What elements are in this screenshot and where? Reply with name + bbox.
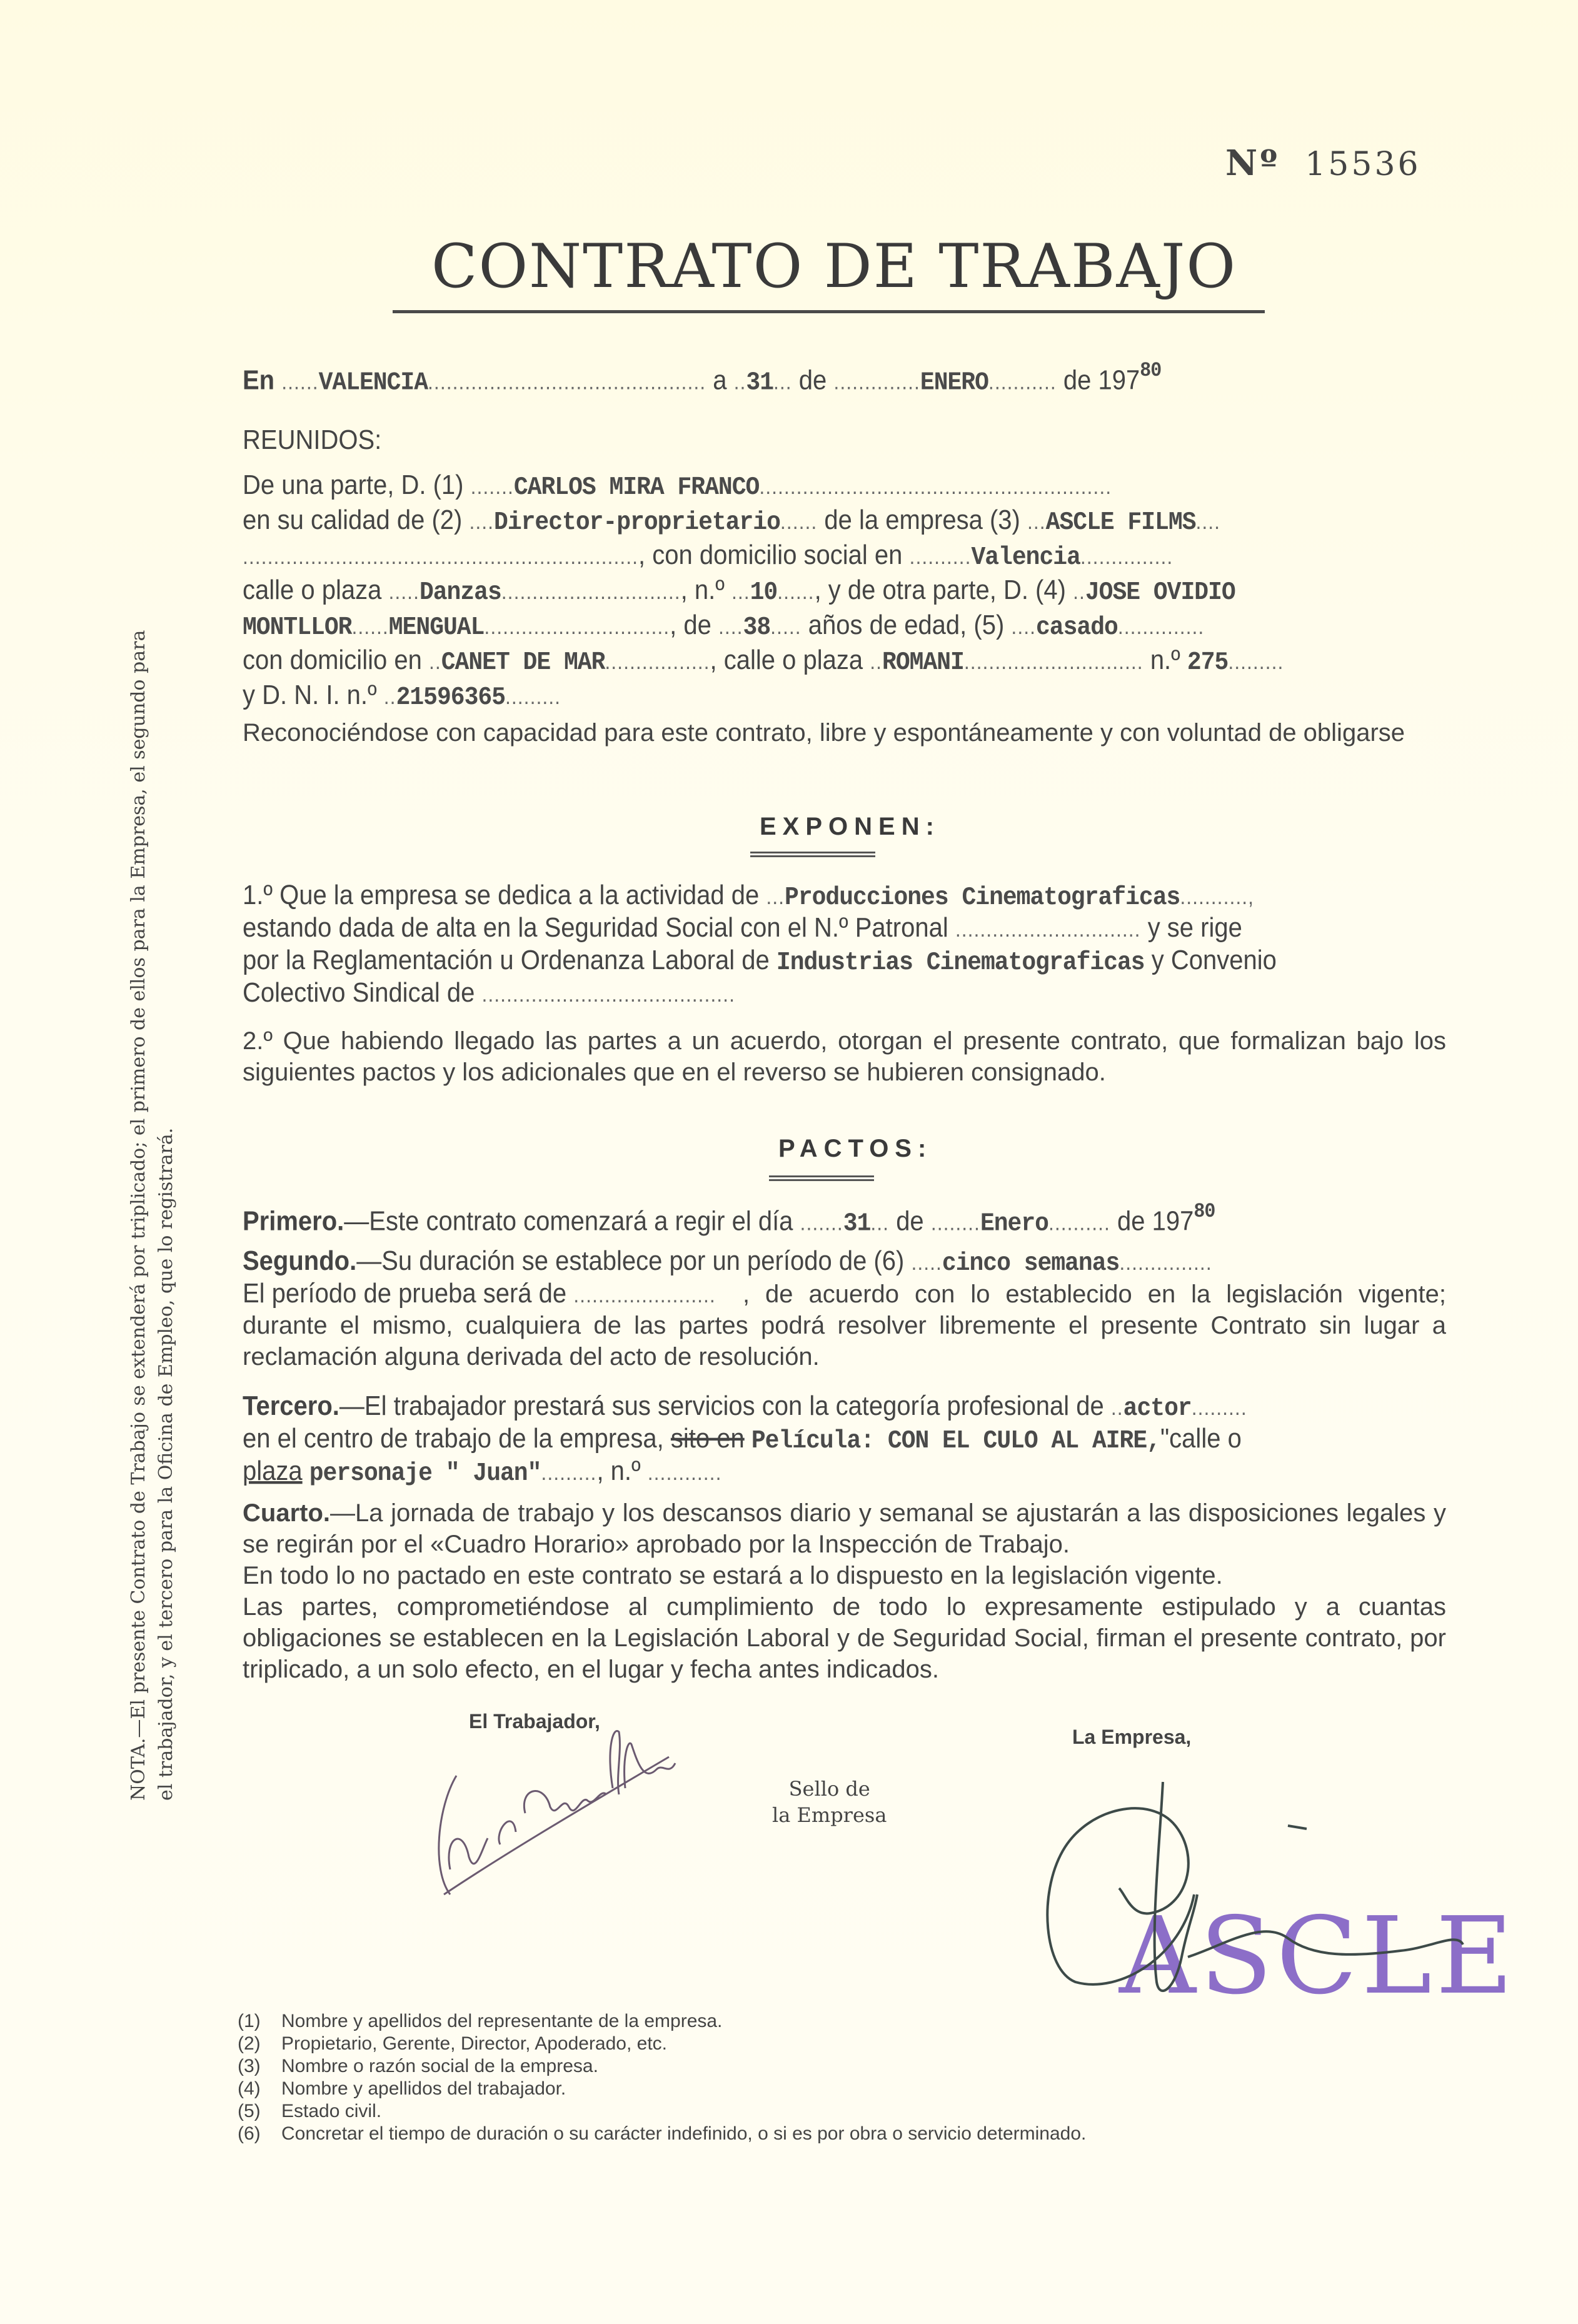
sello-empresa-label <box>772 1776 887 1828</box>
number-value: 15536 <box>1305 146 1421 183</box>
calle-field[interactable]: Danzas <box>419 578 501 607</box>
footnote-text: Nombre y apellidos del representante de la empresa. <box>281 2011 723 2031</box>
domicilio-field[interactable]: CANET DE MAR <box>441 648 605 677</box>
footnote-item <box>238 2033 1086 2055</box>
numero2-field[interactable]: 275 <box>1187 648 1229 677</box>
footnote-item <box>238 2123 1086 2145</box>
domicilio-label: con domicilio en <box>243 645 422 675</box>
city-field[interactable]: VALENCIA <box>318 368 428 398</box>
month-field[interactable]: ENERO <box>920 368 988 398</box>
party2-surname2-field[interactable]: MENGUAL <box>388 613 485 642</box>
categoria-field[interactable]: actor <box>1123 1394 1192 1423</box>
page-title: CONTRATO DE TRABAJO <box>431 231 1237 301</box>
calidad-line: en su calidad de (2) ....Director-proprietario...... de la empresa (3) ...ASCLE FILMS.... <box>243 505 1221 537</box>
segundo-text: —Su duración se establece por un período de (6) <box>356 1246 905 1276</box>
patronal-field[interactable]: .............................. <box>955 917 1141 942</box>
exponen-heading: EXPONEN: <box>760 813 940 840</box>
primero-text: —Este contrato comenzará a regir el día <box>344 1206 793 1237</box>
p1-text-a: 1.º Que la empresa se dedica a la actividad de <box>243 880 760 910</box>
actividad-field[interactable]: Producciones Cinematograficas <box>785 883 1180 912</box>
ordenanza-field[interactable]: Industrias Cinematograficas <box>776 948 1145 977</box>
pactos-heading: PACTOS: <box>778 1135 933 1162</box>
sello-line2: la Empresa <box>772 1803 887 1827</box>
dni-label: y D. N. I. n.º <box>243 680 377 710</box>
segundo-line: Segundo.—Su duración se establece por un período de (6) .....cinco semanas............... <box>243 1246 1212 1278</box>
trabajador-label: El Trabajador, <box>469 1710 600 1733</box>
calidad-label: en su calidad de (2) <box>243 505 463 535</box>
calle2-label: , calle o plaza <box>710 645 863 675</box>
domicilio-social-line: ................................................................, con domicilio social en ..........Valencia............... <box>243 540 1173 572</box>
primero-line: Primero.—Este contrato comenzará a regir el día .......31... de ........Enero.......... de $197^{80}$ <box>243 1200 1215 1239</box>
de-label: de <box>798 365 827 396</box>
company-stamp: ASCLE <box>1119 1894 1517 2018</box>
calle-line: calle o plaza .....Danzas............................., n.º ...10......, y de otra parte, D. (4) ..JOSE OVIDIO <box>243 575 1235 607</box>
exponen-p1-line2 <box>243 913 1242 943</box>
sito-en-struck: sito en <box>670 1424 745 1454</box>
footnote-key: (2) <box>238 2033 261 2054</box>
start-day-field[interactable]: 31 <box>843 1209 871 1239</box>
nota-line1: NOTA.—El presente Contrato de Trabajo se extenderá por triplicado; el primero de ellos para la Empresa, el segundo para <box>128 630 149 1801</box>
footnote-text: Propietario, Gerente, Director, Apoderado, etc. <box>281 2033 668 2054</box>
cuarto-paragraph <box>243 1497 1446 1560</box>
personaje-field[interactable]: personaje " Juan" <box>309 1459 541 1488</box>
calle-label: calle o plaza <box>243 575 382 605</box>
party2-surname-line: MONTLLOR......MENGUAL.............................., de ....38..... años de edad, (5) ....casado.............. <box>243 610 1205 642</box>
cuarto-label: Cuarto. <box>243 1499 330 1527</box>
tercero-line2 <box>243 1424 1242 1456</box>
tercero-line3: plaza personaje " Juan"........., n.º ............ <box>243 1456 722 1488</box>
start-year-field[interactable]: 80 <box>1194 1200 1215 1224</box>
estado-civil-field[interactable]: casado <box>1035 613 1118 642</box>
year-field[interactable]: 80 <box>1140 360 1162 383</box>
party1-label: De una parte, D. (1) <box>243 470 464 500</box>
cuarto-p3: Las partes, comprometiéndose al cumplimiento de todo lo expresamente estipulado y a cuantas obligaciones se establecen en la Legislación Laboral y de Seguridad Social, firman el presente contrato, por triplicado, a un solo efecto, en el lugar y fecha antes indicados. <box>243 1593 1446 1683</box>
numero-label: , n.º <box>680 575 725 605</box>
prueba-label: El período de prueba será de <box>243 1279 567 1309</box>
footnote-key: (6) <box>238 2123 261 2144</box>
exponen-p1-line4 <box>243 978 735 1009</box>
segundo-label: Segundo. <box>243 1246 357 1276</box>
calle2-field[interactable]: ROMANI <box>882 648 964 677</box>
empresa-label: La Empresa, <box>1072 1726 1192 1748</box>
header-line: En ......VALENCIA............................................. a ..31... de ..............ENERO........... de $197^{80}$ <box>243 360 1162 398</box>
exponen-p1-line3 <box>243 945 1277 977</box>
exponen-underline <box>750 852 875 857</box>
numero-field[interactable]: 10 <box>750 578 778 607</box>
party1-name-field[interactable]: CARLOS MIRA FRANCO <box>513 473 760 502</box>
edad-de-label: , de <box>670 610 711 640</box>
footnote-text: Nombre o razón social de la empresa. <box>281 2056 598 2076</box>
footnote-item <box>238 2100 1086 2123</box>
company-signature <box>1025 1769 1475 2007</box>
tercero-text: —El trabajador prestará sus servicios con la categoría profesional de <box>339 1391 1104 1421</box>
cuarto-p2: En todo lo no pactado en este contrato se estará a lo dispuesto en la legislación vigente. <box>243 1562 1223 1589</box>
footnotes <box>238 2010 1086 2145</box>
dni-field[interactable]: 21596365 <box>396 683 505 712</box>
tercero-line1: Tercero.—El trabajador prestará sus servicios con la categoría profesional de ..actor......... <box>243 1391 1247 1423</box>
worker-signature <box>406 1713 731 1901</box>
prueba-field[interactable]: ....................... <box>573 1282 716 1307</box>
start-month-field[interactable]: Enero <box>980 1209 1048 1239</box>
party2-name-field-line1[interactable]: JOSE OVIDIO <box>1085 578 1235 607</box>
exponen-p2: 2.º Que habiendo llegado las partes a un acuerdo, otorgan el presente contrato, que formalizan bajo los siguientes pactos y los adicionales que en el reverso se hubieren consignado. <box>243 1027 1446 1086</box>
footnote-key: (4) <box>238 2078 261 2099</box>
nota-line2: el trabajador, y el tercero para la Oficina de Empleo, que lo registrará. <box>155 1127 177 1801</box>
reconociendo-paragraph: Reconociéndose con capacidad para este contrato, libre y espontáneamente y con voluntad de obligarse <box>243 719 1405 747</box>
nota-vertical <box>125 630 180 1801</box>
footnote-item <box>238 2055 1086 2078</box>
title-underline <box>393 310 1265 313</box>
plaza-struck: plaza <box>243 1456 303 1486</box>
p1-text-f: Colectivo Sindical de <box>243 978 475 1008</box>
domicilio-line: con domicilio en ..CANET DE MAR................., calle o plaza ..ROMANI............................. n.º 275......... <box>243 645 1284 677</box>
footnote-item <box>238 2078 1086 2100</box>
p1-text-b: estando dada de alta en la Seguridad Social con el N.º Patronal <box>243 913 948 943</box>
footnote-text: Estado civil. <box>281 2101 382 2121</box>
footnote-key: (3) <box>238 2056 261 2076</box>
calidad-field[interactable]: Director-proprietario <box>494 508 780 537</box>
p1-text-e: y Convenio <box>1151 945 1277 975</box>
year-prefix: de 197 <box>1063 365 1140 396</box>
day-field[interactable]: 31 <box>746 368 773 398</box>
party2-surname1-field[interactable]: MONTLLOR <box>243 613 352 642</box>
empresa-field[interactable]: ASCLE FILMS <box>1045 508 1196 537</box>
primero-de: de <box>896 1206 924 1237</box>
otra-parte-label: , y de otra parte, D. (4) <box>814 575 1066 605</box>
duracion-field[interactable]: cinco semanas <box>942 1249 1120 1278</box>
reunidos-label: REUNIDOS: <box>243 425 382 455</box>
footnote-item <box>238 2010 1086 2033</box>
exponen-p1-line1: 1.º Que la empresa se dedica a la actividad de ...Producciones Cinematograficas..........., <box>243 880 1255 912</box>
tercero-label: Tercero. <box>243 1391 339 1421</box>
number-label: Nº <box>1225 143 1280 184</box>
edad-label: años de edad, (5) <box>808 610 1005 640</box>
p1-text-d: por la Reglamentación u Ordenanza Laboral de <box>243 945 770 975</box>
footnote-text: Nombre y apellidos del trabajador. <box>281 2078 566 2099</box>
footnote-key: (5) <box>238 2101 261 2121</box>
dni-line: y D. N. I. n.º ..21596365......... <box>243 680 561 712</box>
numero2-label: n.º <box>1150 645 1180 675</box>
empresa-label: de la empresa (3) <box>824 505 1020 535</box>
en-label: En <box>243 365 275 396</box>
footnote-text: Concretar el tiempo de duración o su carácter indefinido, o si es por obra o servicio determinado. <box>281 2123 1087 2144</box>
domicilio-social-field[interactable]: Valencia <box>971 543 1080 572</box>
pactos-underline <box>769 1175 874 1181</box>
tercero-calle: "calle o <box>1160 1424 1242 1454</box>
primero-label: Primero. <box>243 1206 344 1237</box>
edad-field[interactable]: 38 <box>743 613 771 642</box>
domicilio-social-label: , con domicilio social en <box>638 540 903 570</box>
contract-number <box>1225 143 1421 184</box>
lugar-field[interactable]: Película: CON EL CULO AL AIRE, <box>751 1426 1160 1456</box>
convenio-field[interactable]: ......................................... <box>481 982 735 1007</box>
a-label: a <box>713 365 727 396</box>
p1-text-c: y se rige <box>1147 913 1242 943</box>
party1-line: De una parte, D. (1) .......CARLOS MIRA FRANCO......................................................... <box>243 470 1112 502</box>
tercero-n: , n.º <box>596 1456 641 1486</box>
cuarto-text: —La jornada de trabajo y los descansos diario y semanal se ajustarán a las disposiciones legales y se regirán por el «Cuadro Horario» aprobado por la Inspección de Trabajo. <box>243 1499 1446 1558</box>
sello-line1: Sello de <box>788 1777 870 1801</box>
primero-year-prefix: de 197 <box>1117 1206 1194 1237</box>
footnote-key: (1) <box>238 2011 261 2031</box>
segundo-rest: , de acuerdo con lo establecido en la legislación vigente; durante el mismo, cualquiera de las partes podrá resolver libremente el presente Contrato sin lugar a reclamación alguna derivada del acto de resolución. <box>243 1280 1446 1371</box>
tercero-centro: en el centro de trabajo de la empresa, <box>243 1424 664 1454</box>
